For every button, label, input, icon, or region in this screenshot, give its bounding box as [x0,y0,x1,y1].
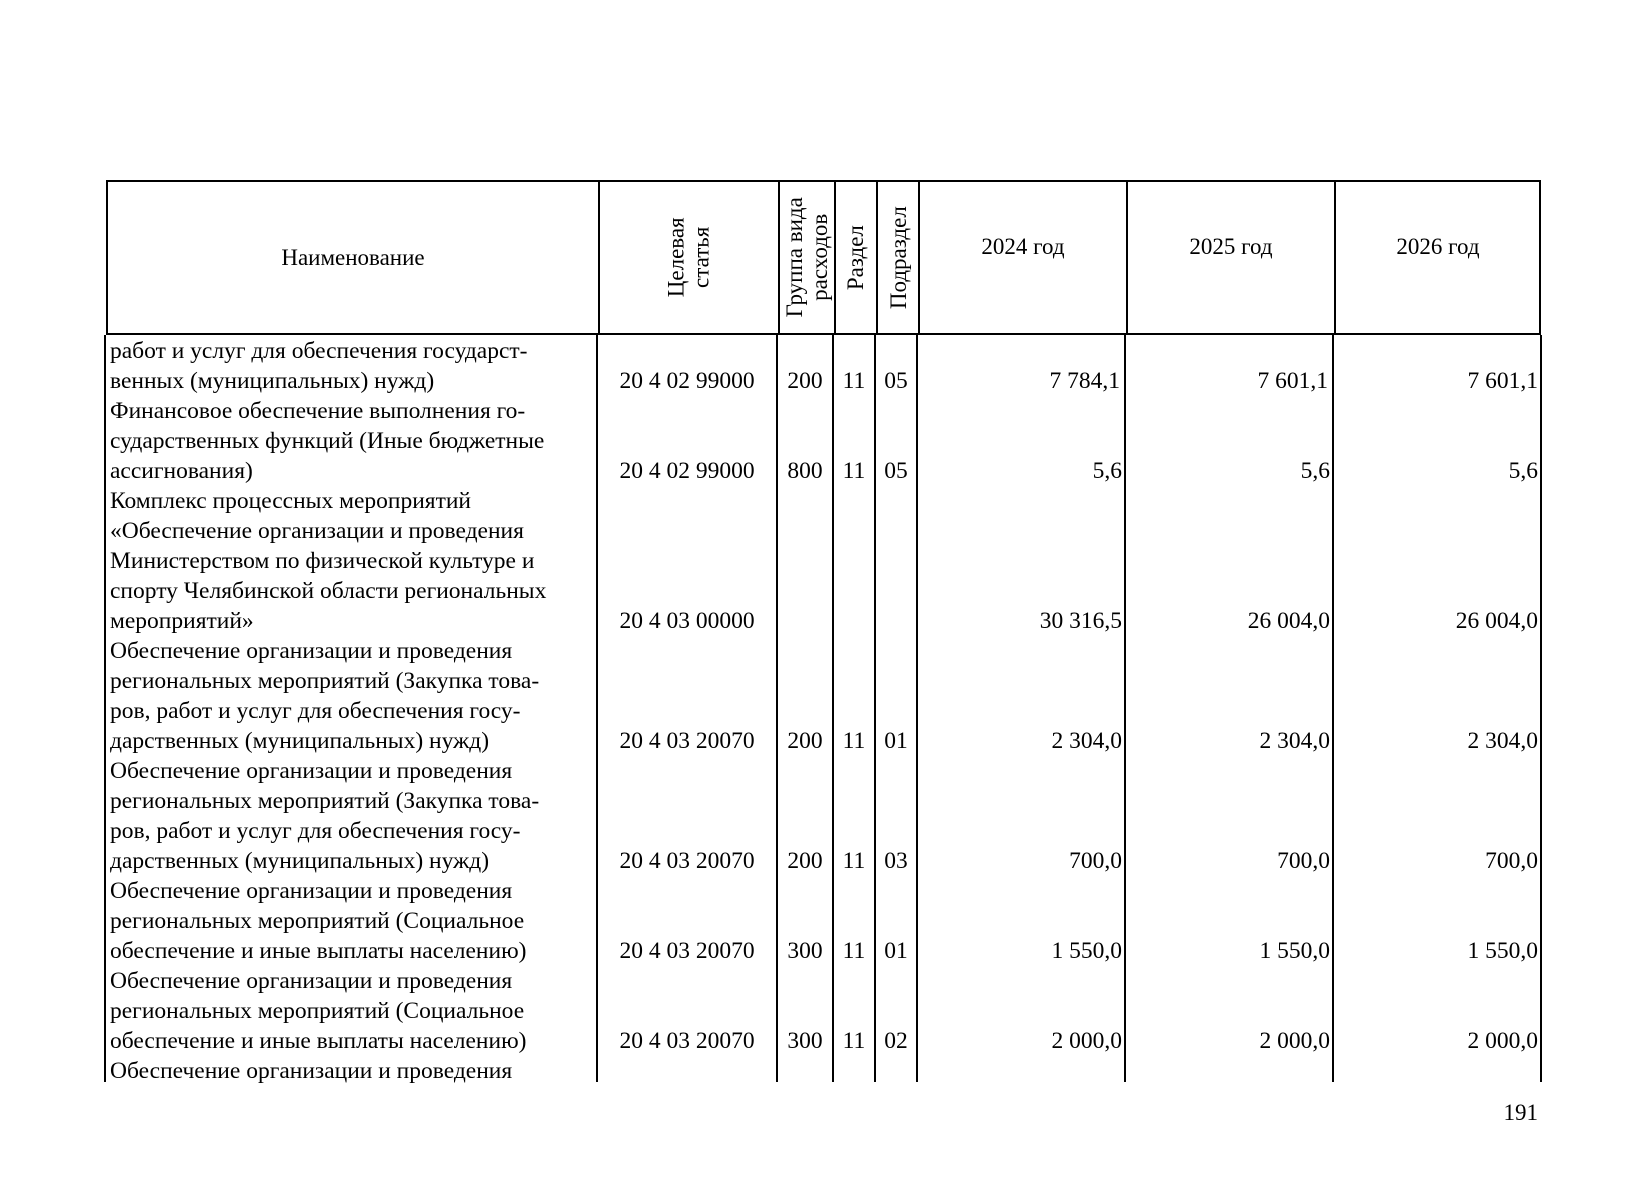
cell-subsection: 02 [884,1028,908,1054]
cell-2026: 2 304,0 [1467,728,1538,754]
cell-2026: 7 601,1 [1467,368,1538,394]
cell-2024: 30 316,5 [1039,608,1122,634]
cell-2025: 5,6 [1300,458,1330,484]
name-line: Обеспечение организации и проведения [110,878,513,904]
name-line: Обеспечение организации и проведения [110,638,513,664]
header-subsection-label: Подраздел [885,206,911,309]
header-2026: 2026 год [1396,234,1480,259]
header-2024: 2024 год [981,234,1065,259]
table-row-name [110,486,594,636]
name-line: дарственных (муниципальных) нужд) [110,848,490,874]
header-expense-group [780,180,834,335]
cell-group: 300 [787,1028,823,1054]
cell-2024: 1 550,0 [1051,938,1122,964]
cell-target: 20 4 02 99000 [619,458,755,484]
cell-section: 11 [842,368,866,394]
cell-subsection: 01 [884,728,908,754]
cell-target: 20 4 03 20070 [619,728,755,754]
cell-subsection: 05 [884,458,908,484]
cell-subsection: 03 [884,848,908,874]
cell-2024: 5,6 [1092,458,1122,484]
column-border [776,335,778,1082]
header-target-line1: Целевая [663,217,689,298]
cell-section: 11 [842,728,866,754]
cell-target: 20 4 03 20070 [619,1028,755,1054]
name-line: Комплекс процессных мероприятий [110,488,472,514]
name-line: спорту Челябинской области региональных [110,578,547,604]
name-line: региональных мероприятий (Закупка това- [110,788,540,814]
header-2025: 2025 год [1189,234,1273,259]
column-border [916,335,918,1082]
name-line: ров, работ и услуг для обеспечения госу- [110,818,521,844]
header-group-line2: расходов [807,213,833,302]
cell-section: 11 [842,1028,866,1054]
table-row-name [110,636,594,756]
name-line: сударственных функций (Иные бюджетные [110,428,545,454]
cell-subsection: 05 [884,368,908,394]
cell-group: 200 [787,728,823,754]
column-border [874,335,876,1082]
name-line: Обеспечение организации и проведения [110,1058,513,1084]
name-line: обеспечение и иные выплаты населению) [110,938,527,964]
column-border [1124,335,1126,1082]
column-border [1332,335,1334,1082]
cell-target: 20 4 03 20070 [619,938,755,964]
name-line: Обеспечение организации и проведения [110,758,513,784]
header-target-line2: статья [688,226,714,289]
cell-target: 20 4 03 00000 [619,608,755,634]
name-line: дарственных (муниципальных) нужд) [110,728,490,754]
cell-section: 11 [842,848,866,874]
name-line: региональных мероприятий (Социальное [110,998,525,1024]
cell-2026: 26 004,0 [1455,608,1538,634]
column-border [596,335,598,1082]
header-name: Наименование [281,244,425,270]
name-line: региональных мероприятий (Социальное [110,908,525,934]
header-target-article [600,180,778,335]
name-line: Обеспечение организации и проведения [110,968,513,994]
cell-2026: 5,6 [1508,458,1538,484]
cell-section: 11 [842,938,866,964]
cell-2025: 7 601,1 [1257,368,1328,394]
table-row-name [110,1056,594,1086]
column-border [104,335,106,1082]
cell-target: 20 4 02 99000 [619,368,755,394]
cell-2024: 2 000,0 [1051,1028,1122,1054]
cell-2026: 700,0 [1485,848,1538,874]
cell-2026: 2 000,0 [1467,1028,1538,1054]
table-row-name [110,876,594,966]
table-row-name [110,756,594,876]
header-section-label: Раздел [843,224,869,291]
name-line: венных (муниципальных) нужд) [110,368,435,394]
name-line: обеспечение и иные выплаты населению) [110,1028,527,1054]
cell-2024: 700,0 [1069,848,1122,874]
name-line: работ и услуг для обеспечения государст- [110,338,528,364]
cell-group: 800 [787,458,823,484]
column-border [832,335,834,1082]
cell-2025: 26 004,0 [1247,608,1330,634]
table-row-name [110,336,594,396]
name-line: ров, работ и услуг для обеспечения госу- [110,698,521,724]
page-number: 191 [1503,1100,1538,1125]
cell-target: 20 4 03 20070 [619,848,755,874]
cell-2024: 2 304,0 [1051,728,1122,754]
cell-group: 300 [787,938,823,964]
header-section [836,180,876,335]
cell-2025: 700,0 [1277,848,1330,874]
cell-2025: 2 000,0 [1259,1028,1330,1054]
cell-section: 11 [842,458,866,484]
table-row-name [110,396,594,486]
name-line: ассигнования) [110,458,253,484]
header-group-line1: Группа вида [781,197,807,318]
cell-subsection: 01 [884,938,908,964]
column-border [1540,335,1542,1082]
name-line: региональных мероприятий (Закупка това- [110,668,540,694]
cell-2026: 1 550,0 [1467,938,1538,964]
name-line: Финансовое обеспечение выполнения го- [110,398,526,424]
cell-2025: 2 304,0 [1259,728,1330,754]
header-subsection [878,180,918,335]
cell-2025: 1 550,0 [1259,938,1330,964]
cell-group: 200 [787,848,823,874]
cell-group: 200 [787,368,823,394]
name-line: мероприятий» [110,608,254,634]
table-row-name [110,966,594,1056]
name-line: Министерством по физической культуре и [110,548,535,574]
cell-2024: 7 784,1 [1049,368,1120,394]
name-line: «Обеспечение организации и проведения [110,518,524,544]
